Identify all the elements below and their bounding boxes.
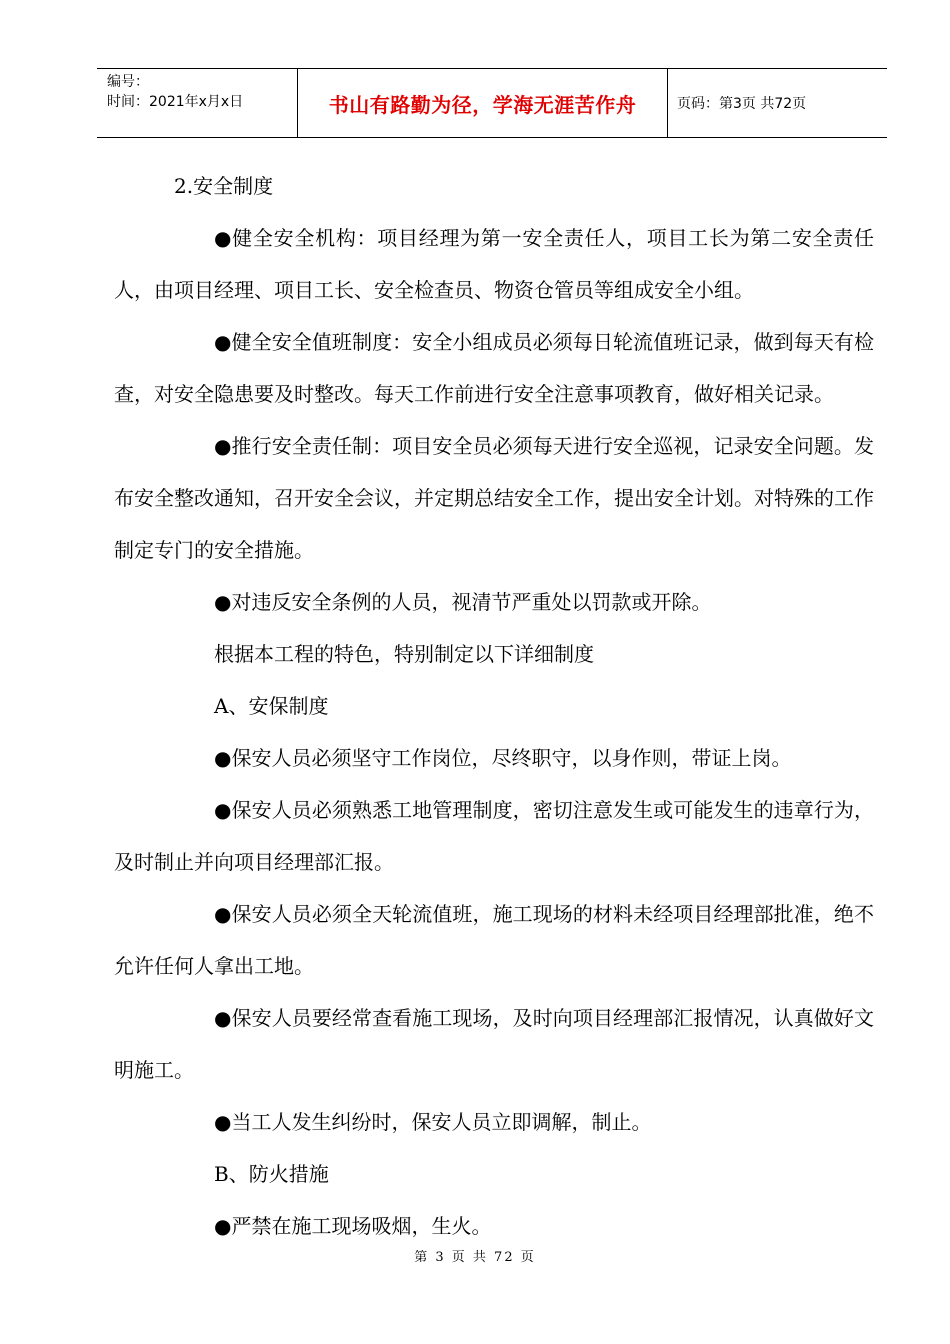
header-page-info: 页码：第3页 共72页: [677, 96, 807, 112]
page-footer: 第 3 页 共 72 页: [414, 1250, 536, 1265]
paragraph: 根据本工程的特色，特别制定以下详细制度: [214, 642, 594, 666]
paragraph: ●保安人员必须坚守工作岗位，尽终职守，以身作则，带证上岗。: [214, 746, 792, 770]
paragraph: ●保安人员必须全天轮流值班，施工现场的材料未经项目经理部批准，绝不允许任何人拿出工地。: [114, 902, 874, 978]
paragraph: ●健全安全机构：项目经理为第一安全责任人，项目工长为第二安全责任人，由项目经理、项目工长、安全检查员、物资仓管员等组成安全小组。: [114, 226, 874, 302]
paragraph: ●对违反安全条例的人员，视清节严重处以罚款或开除。: [214, 590, 712, 614]
paragraph: ●当工人发生纠纷时，保安人员立即调解，制止。: [214, 1110, 652, 1134]
header-divider: [667, 69, 668, 137]
header-meta: [107, 72, 243, 112]
paragraph: ●保安人员要经常查看施工现场，及时向项目经理部汇报情况，认真做好文明施工。: [114, 1006, 874, 1082]
paragraph: ●推行安全责任制：项目安全员必须每天进行安全巡视，记录安全问题。发布安全整改通知，召开安全会议，并定期总结安全工作，提出安全计划。对特殊的工作制定专门的安全措施。: [114, 434, 874, 562]
document-body: [114, 160, 874, 1252]
time-label: 时间：2021年x月x日: [107, 94, 244, 110]
subheading: A、安保制度: [214, 694, 329, 718]
paragraph: ●健全安全值班制度：安全小组成员必须每日轮流值班记录，做到每天有检查，对安全隐患要及时整改。每天工作前进行安全注意事项教育，做好相关记录。: [114, 330, 874, 406]
subheading: B、防火措施: [214, 1162, 329, 1186]
header-slogan: 书山有路勤为径，学海无涯苦作舟: [328, 92, 637, 117]
paragraph: ●保安人员必须熟悉工地管理制度，密切注意发生或可能发生的违章行为，及时制止并向项目经理部汇报。: [114, 798, 874, 874]
section-heading: 2.安全制度: [174, 174, 274, 198]
paragraph: ●严禁在施工现场吸烟，生火。: [214, 1214, 492, 1238]
number-label: 编号：: [107, 74, 149, 90]
page-header: [97, 68, 887, 138]
